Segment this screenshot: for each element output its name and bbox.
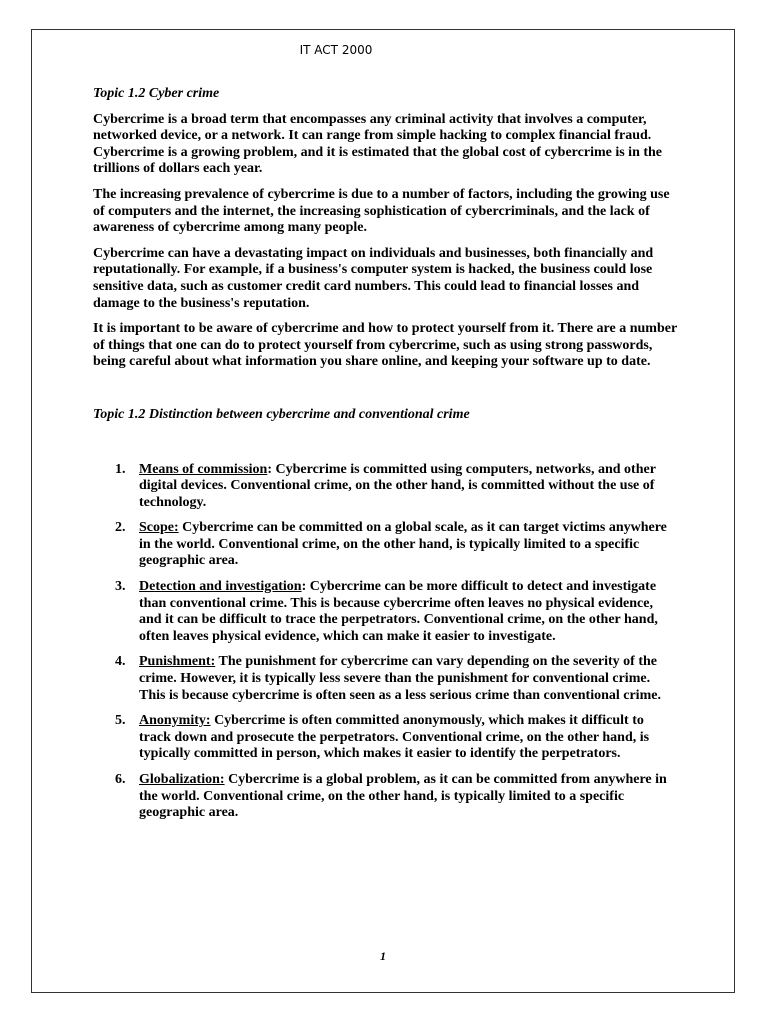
distinction-list [93, 462, 677, 822]
list-item-term: Means of commission [139, 461, 268, 477]
list-item-term: Anonymity: [139, 713, 211, 729]
list-item [93, 654, 677, 704]
paragraph-impact: Cybercrime can have a devastating impact on individuals and businesses, both financially and reputationally. For example, if a business's computer system is hacked, the business could lose sensitive data, such as customer credit card numbers. This could lead to financial losses and damage to the business's reputation. [93, 245, 654, 311]
section-heading-distinction: Topic 1.2 Distinction between cybercrime and conventional crime [93, 406, 470, 422]
list-item-text: Cybercrime can be more difficult to detect and investigate than conventional crime. This is because cybercrime often leaves no physical evidence, and it can be difficult to trace the perpetrators. Conventional crime, on the other hand, often leaves physical evidence, which can make it easier to investigate. [139, 579, 658, 644]
list-item-term: Globalization: [139, 772, 225, 787]
list-item-number: 5. [115, 713, 126, 729]
list-item-number: 1. [115, 461, 126, 477]
list-item-term: Detection and investigation [139, 579, 302, 595]
list-item-text: Cybercrime is committed using computers, networks, and other digital devices. Conventional crime, on the other hand, is committed without the use of technology. [139, 461, 656, 510]
list-item-number: 4. [115, 654, 126, 670]
section-heading-cyber-crime: Topic 1.2 Cyber crime [93, 86, 220, 101]
list-item-term: Punishment: [139, 654, 216, 670]
list-item-separator: : [301, 579, 307, 595]
list-item [93, 462, 677, 512]
page-number: 1 [380, 949, 386, 963]
paragraph-prevalence: The increasing prevalence of cybercrime is due to a number of factors, including the growing use of computers and the internet, the increasing sophistication of cybercriminals, and the lack of awareness of cybercrime among many people. [93, 186, 670, 236]
document-body [93, 86, 677, 831]
list-item-term: Scope: [139, 520, 179, 536]
list-item-separator: : [267, 461, 272, 477]
list-item-text: The punishment for cybercrime can vary depending on the severity of the crime. However, it is typically less severe than the punishment for conventional crime. This is because cybercrime is often seen as a less serious crime than conventional crime. [139, 654, 661, 703]
list-item [93, 579, 677, 645]
list-item [93, 772, 677, 822]
paragraph-definition: Cybercrime is a broad term that encompasses any criminal activity that involves a computer, networked device, or a network. It can range from simple hacking to complex financial fraud. Cybercrime is a growing problem, and it is estimated that the global cost of cybercrime is in the trillions of dollars each year. [93, 111, 663, 177]
list-item-text: Cybercrime is a global problem, as it can be committed from anywhere in the world. Conventional crime, on the other hand, is typically limited to a specific geographic area. [139, 772, 667, 821]
page-header: IT ACT 2000 [299, 43, 373, 57]
list-item-number: 3. [115, 579, 126, 595]
list-item-number: 2. [115, 520, 126, 536]
list-item-text: Cybercrime is often committed anonymously, which makes it difficult to track down and prosecute the perpetrators. Conventional crime, on the other hand, is typically committed in person, which makes it easier to identify the perpetrators. [139, 713, 650, 762]
list-item [93, 713, 677, 763]
list-item-number: 6. [115, 772, 126, 787]
paragraph-protection: It is important to be aware of cybercrime and how to protect yourself from it. There are a number of things that one can do to protect yourself from cybercrime, such as using strong passwords, being careful about what information you share online, and keeping your software up to date. [93, 321, 677, 370]
list-item-text: Cybercrime can be committed on a global scale, as it can target victims anywhere in the world. Conventional crime, on the other hand, is typically limited to a specific geographic area. [139, 520, 667, 569]
list-item [93, 520, 677, 570]
